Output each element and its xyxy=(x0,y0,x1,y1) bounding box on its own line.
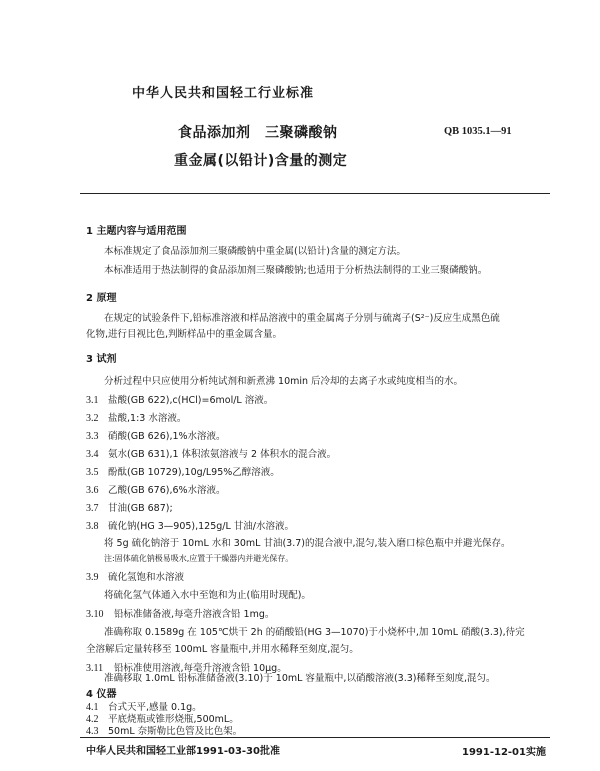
item-number: 3.3 xyxy=(86,431,99,442)
section-2-para-2: 化物,进行目视比色,判断样品中的重金属含量。 xyxy=(86,329,283,340)
item-text: 硫化氢饱和水溶液 xyxy=(108,572,185,583)
item-number: 3.11 xyxy=(86,663,104,674)
reagent-3-10-detail-2: 全溶解后定量转移至 100mL 容量瓶中,并用水稀释至刻度,混匀。 xyxy=(86,644,359,655)
item-number: 3.1 xyxy=(86,395,99,406)
item-number: 3.2 xyxy=(86,413,99,424)
item-text: 酚酞(GB 10729),10g/L95%乙醇溶液。 xyxy=(108,467,280,478)
standard-code: QB 1035.1—91 xyxy=(444,126,512,137)
item-text: 盐酸,1:3 水溶液。 xyxy=(108,413,187,424)
item-text: 乙酸(GB 676),6%水溶液。 xyxy=(108,485,226,496)
section-1-para-2: 本标准适用于热法制得的食品添加剂三聚磷酸钠;也适用于分析热法制得的工业三聚磷酸钠。 xyxy=(104,265,488,276)
item-number: 4.2 xyxy=(86,714,99,725)
section-4-heading: 4 仪器 xyxy=(86,689,117,700)
reagent-item xyxy=(86,410,186,424)
section-2-para-1: 在规定的试验条件下,铅标准溶液和样品溶液中的重金属离子分别与硫离子(S²⁻)反应生成黑色硫 xyxy=(104,313,500,324)
approval-date: 中华人民共和国轻工业部1991-03-30批准 xyxy=(86,746,280,757)
item-number: 4.3 xyxy=(86,726,99,737)
item-text: 氨水(GB 631),1 体积浓氨溶液与 2 体积水的混合液。 xyxy=(108,449,337,460)
reagent-item xyxy=(86,392,273,406)
reagent-item xyxy=(86,606,274,620)
item-text: 硝酸(GB 626),1%水溶液。 xyxy=(108,431,226,442)
reagent-item xyxy=(86,482,226,496)
reagent-3-9-detail: 将硫化氢气体通入水中至饱和为止(临用时现配)。 xyxy=(104,590,311,601)
reagent-item xyxy=(86,464,280,478)
item-text: 平底烧瓶或锥形烧瓶,500mL。 xyxy=(108,714,239,725)
section-3-heading: 3 试剂 xyxy=(86,354,117,365)
item-text: 盐酸(GB 622),c(HCl)=6mol/L 溶液。 xyxy=(108,395,274,406)
item-text: 铅标准使用溶液,每毫升溶液含铅 10μg。 xyxy=(114,663,287,674)
reagent-item xyxy=(86,500,173,514)
section-1-para-1: 本标准规定了食品添加剂三聚磷酸钠中重金属(以铅计)含量的测定方法。 xyxy=(104,246,406,257)
item-number: 3.6 xyxy=(86,485,99,496)
reagent-item xyxy=(86,569,184,583)
item-number: 3.4 xyxy=(86,449,99,460)
implementation-date: 1991-12-01实施 xyxy=(462,747,546,758)
document-title-line1: 食品添加剂 三聚磷酸钠 xyxy=(178,125,338,141)
footer-divider xyxy=(80,737,550,738)
item-number: 3.5 xyxy=(86,467,99,478)
item-text: 50mL 奈斯勒比色管及比色架。 xyxy=(108,726,243,737)
reagent-3-10-detail-1: 准确称取 0.1589g 在 105℃烘干 2h 的硝酸铅(HG 3—1070)于小烧杯中,加 10mL 硝酸(3.3),待完 xyxy=(104,627,525,638)
item-number: 3.7 xyxy=(86,503,99,514)
item-text: 台式天平,感量 0.1g。 xyxy=(108,702,202,713)
item-number: 4.1 xyxy=(86,702,99,713)
standard-org-title: 中华人民共和国轻工行业标准 xyxy=(132,86,315,101)
reagent-item xyxy=(86,446,336,460)
reagent-item xyxy=(86,518,294,532)
item-text: 硫化钠(HG 3—905),125g/L 甘油/水溶液。 xyxy=(108,521,295,532)
section-3-intro: 分析过程中只应使用分析纯试剂和新煮沸 10min 后冷却的去离子水或纯度相当的水。 xyxy=(104,376,464,387)
reagent-3-8-note: 注:固体硫化钠极易吸水,应置于干燥器内并避光保存。 xyxy=(104,554,294,563)
item-text: 甘油(GB 687); xyxy=(108,503,173,514)
document-title-line2: 重金属(以铅计)含量的测定 xyxy=(174,153,348,169)
reagent-3-11-detail: 准确移取 1.0mL 铅标准储备液(3.10)于 10mL 容量瓶中,以硝酸溶液(3.3)稀释至刻度,混匀。 xyxy=(104,673,496,684)
item-number: 3.8 xyxy=(86,521,99,532)
reagent-3-8-detail: 将 5g 硫化钠溶于 10mL 水和 30mL 甘油(3.7)的混合液中,混匀,装入磨口棕色瓶中并避光保存。 xyxy=(104,538,511,549)
header-divider xyxy=(80,193,550,194)
item-number: 3.9 xyxy=(86,572,99,583)
item-number: 3.10 xyxy=(86,609,104,620)
item-text: 铅标准储备液,每毫升溶液含铅 1mg。 xyxy=(114,609,275,620)
section-1-heading: 1 主题内容与适用范围 xyxy=(86,226,187,237)
instrument-item-4-3 xyxy=(86,723,242,737)
reagent-item xyxy=(86,428,226,442)
section-2-heading: 2 原理 xyxy=(86,293,117,304)
